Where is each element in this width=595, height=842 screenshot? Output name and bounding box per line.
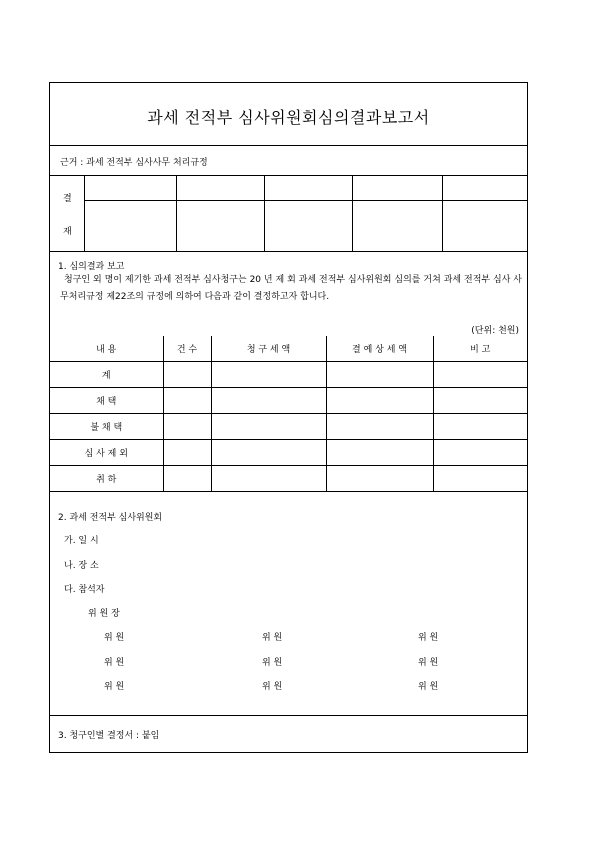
place-item: 나. 장 소	[64, 561, 99, 571]
header-cell: 건 수	[163, 336, 211, 362]
section2-heading: 2. 과세 전적부 심사위원회	[58, 513, 163, 523]
approval-label-top: 결	[63, 194, 72, 204]
divider	[50, 715, 527, 716]
approval-box	[50, 176, 527, 251]
table-cell[interactable]	[326, 466, 433, 492]
basis-line: 근거 : 과세 전적부 심사사무 처리규정	[60, 158, 208, 168]
grid-line	[264, 176, 265, 251]
header-cell: 내 용	[50, 336, 163, 362]
member-label: 위 원	[418, 633, 439, 643]
table-cell[interactable]	[433, 440, 527, 466]
page-title: 과세 전적부 심사위원회심의결과보고서	[147, 108, 430, 127]
table-cell[interactable]	[326, 414, 433, 440]
grid-line	[176, 176, 177, 251]
table-cell[interactable]	[163, 362, 211, 388]
grid-line	[352, 176, 353, 251]
row-label: 심 사 제 외	[50, 440, 163, 466]
member-label: 위 원	[104, 658, 125, 668]
report-form	[49, 82, 528, 753]
date-item: 가. 일 시	[64, 536, 99, 546]
table-cell[interactable]	[433, 414, 527, 440]
table-cell[interactable]	[326, 440, 433, 466]
row-label: 취 하	[50, 466, 163, 492]
header-cell: 비 고	[433, 336, 527, 362]
approval-label-bottom: 재	[63, 227, 72, 237]
table-row	[50, 466, 527, 492]
divider	[50, 145, 527, 146]
row-label: 계	[50, 362, 163, 388]
table-cell[interactable]	[433, 362, 527, 388]
table-cell[interactable]	[433, 466, 527, 492]
member-label: 위 원	[262, 682, 283, 692]
table-cell[interactable]	[163, 388, 211, 414]
table-row	[50, 388, 527, 414]
table-cell[interactable]	[211, 466, 326, 492]
result-table	[50, 336, 527, 492]
section1-paragraph: 청구인 외 명이 제기한 과세 전적부 심사청구는 20 년 제 회 과세 전적부 심사위원회 심의를 거쳐 과세 전적부 심사 사무처리규정 제22조의 규정에 의하여 다음과 같이 결정하고자 합니다.	[60, 275, 522, 302]
member-label: 위 원	[262, 633, 283, 643]
section1-heading: 1. 심의결과 보고	[58, 262, 125, 272]
member-label: 위 원	[104, 682, 125, 692]
unit-label: (단위: 천원)	[471, 326, 519, 336]
member-label: 위 원	[104, 633, 125, 643]
table-row	[50, 414, 527, 440]
row-label: 채 택	[50, 388, 163, 414]
grid-line	[442, 176, 443, 251]
table-cell[interactable]	[163, 414, 211, 440]
table-cell[interactable]	[211, 440, 326, 466]
member-label: 위 원	[418, 682, 439, 692]
table-cell[interactable]	[326, 362, 433, 388]
table-cell[interactable]	[163, 440, 211, 466]
chair-label: 위 원 장	[88, 609, 120, 619]
table-cell[interactable]	[211, 362, 326, 388]
member-label: 위 원	[262, 658, 283, 668]
table-cell[interactable]	[211, 388, 326, 414]
table-row	[50, 362, 527, 388]
attendees-item: 다. 참석자	[64, 585, 105, 595]
table-cell[interactable]	[433, 388, 527, 414]
table-cell[interactable]	[211, 414, 326, 440]
header-cell: 결 예 상 세 액	[326, 336, 433, 362]
divider	[50, 251, 527, 252]
row-label: 불 채 택	[50, 414, 163, 440]
approval-signature-cell[interactable]	[85, 201, 175, 250]
section3-text: 3. 청구인별 결정서 : 붙임	[58, 731, 160, 741]
table-row	[50, 440, 527, 466]
member-label: 위 원	[418, 658, 439, 668]
table-cell[interactable]	[163, 466, 211, 492]
table-cell[interactable]	[326, 388, 433, 414]
header-cell: 청 구 세 액	[211, 336, 326, 362]
table-header-row	[50, 336, 527, 362]
